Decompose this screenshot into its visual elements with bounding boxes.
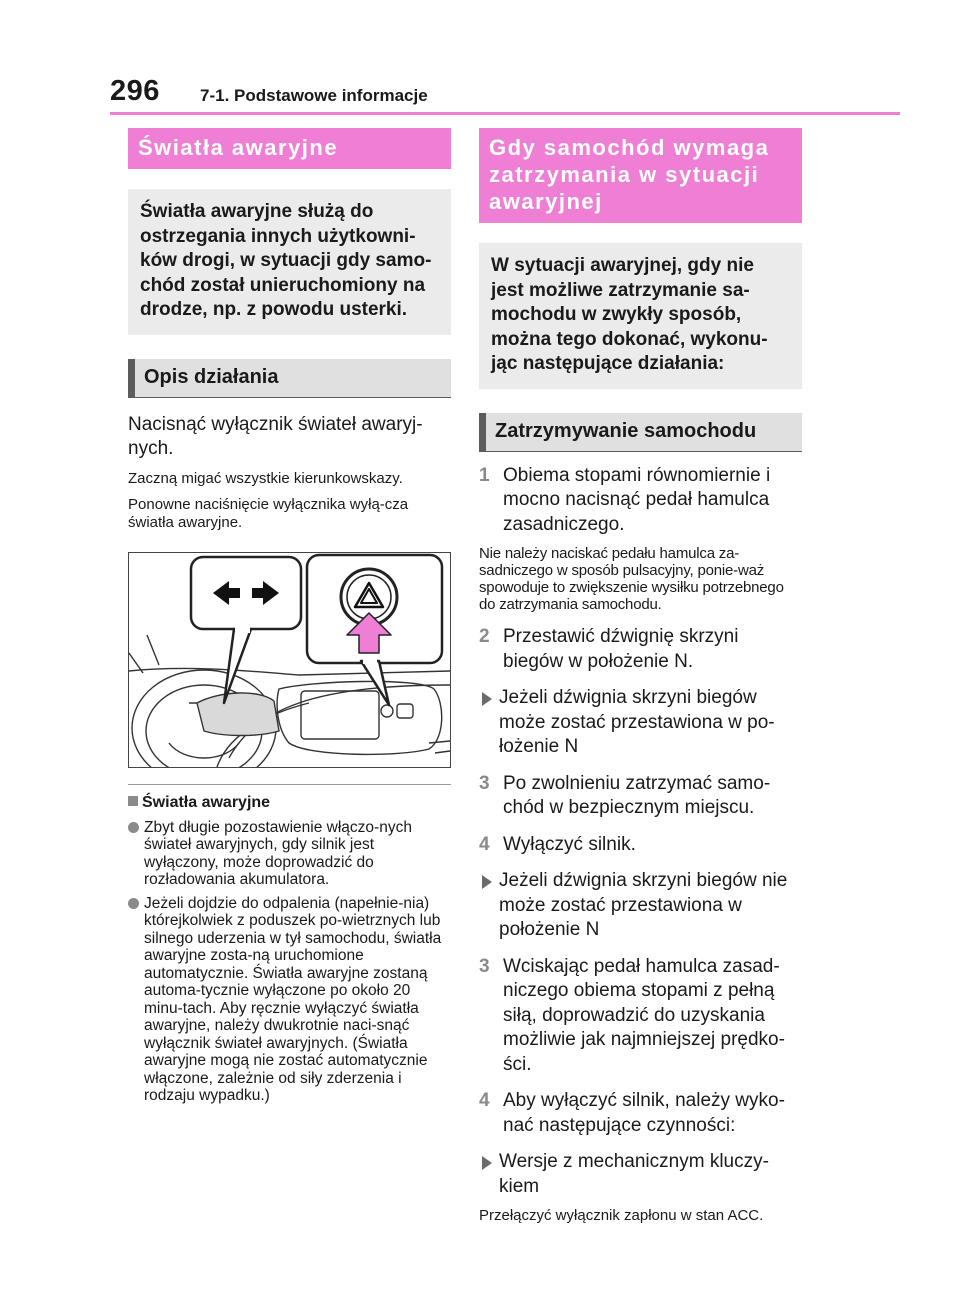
subsection-title-operation: Opis działania — [128, 359, 451, 398]
header-rule — [110, 112, 900, 115]
chapter-title: 7-1. Podstawowe informacje — [200, 86, 428, 105]
figure-divider — [128, 784, 451, 785]
page-header — [0, 0, 960, 120]
subsection-title-stopping: Zatrzymywanie samochodu — [479, 413, 802, 452]
step-1: 1 Obiema stopami równomiernie i mocno nacisnąć pedał hamulca zasadniczego. — [479, 464, 771, 535]
section-title-hazard-lights: Światła awaryjne — [128, 128, 451, 169]
note-bullet-2: Jeżeli dojdzie do odpalenia (napełnie-nia) którejkolwiek z poduszek po-wietrznych lub silnego uderzenia w tył samochodu, światła awaryjne zosta-ną uruchomione automatycznie. Światła awaryjne zostaną automa-tycznie wyłączone po około 20 minu-tach. Aby ręcznie wyłączyć światła awaryjne, należy dwukrotnie naci-snąć wyłącznik świateł awaryjnych. (Światła awaryjne mogą nie zostać automatycznie włączone, zależnie od siły zderzenia i rodzaju wypadku.) — [128, 895, 451, 1105]
step-2: 2 Przestawić dźwignię skrzyni biegów w położenie N. — [479, 626, 739, 672]
operation-note-2: Ponowne naciśnięcie wyłącznika wyłą-cza światła awaryjne. — [128, 495, 409, 531]
section-title-emergency-stop: Gdy samochód wymaga zatrzymania w sytuacji awaryjnej — [479, 128, 802, 223]
round-bullet-icon — [128, 898, 139, 909]
condition-can-shift-to-n: Jeżeli dźwignia skrzyni biegów może zostać przestawiona w po-łożenie N — [479, 686, 802, 760]
dashboard-illustration — [128, 552, 451, 768]
condition-cannot-shift-to-n: Jeżeli dźwignia skrzyni biegów nie może zostać przestawiona w położenie N — [479, 869, 802, 943]
square-bullet-icon — [128, 796, 138, 806]
step-1-note: Nie należy naciskać pedału hamulca za-sadniczego w sposób pulsacyjny, ponie-waż spowoduje to zwiększenie wysiłku potrzebnego do zatrzymania samochodu. — [479, 545, 784, 613]
right-column — [479, 128, 802, 1225]
notes-heading: Światła awaryjne — [128, 793, 451, 813]
step-4a: 4 Wyłączyć silnik. — [479, 833, 636, 855]
triangle-bullet-icon — [482, 875, 492, 889]
left-column — [128, 128, 451, 1105]
mechanical-key-note: Przełączyć wyłącznik zapłonu w stan ACC. — [479, 1207, 764, 1224]
step-3a: 3 Po zwolnieniu zatrzymać samo-chód w bezpiecznym miejscu. — [479, 772, 771, 818]
operation-note-1: Zaczną migać wszystkie kierunkowskazy. — [128, 469, 403, 487]
triangle-bullet-icon — [482, 1156, 492, 1170]
step-4b: 4 Aby wyłączyć silnik, należy wyko-nać następujące czynności: — [479, 1090, 785, 1136]
hazard-intro-box: Światła awaryjne służą do ostrzegania innych użytkowni-ków drogi, w sytuacji gdy samo-chód został unieruchomiony na drodze, np. z powodu usterki. — [128, 189, 451, 335]
round-bullet-icon — [128, 822, 139, 833]
triangle-bullet-icon — [482, 692, 492, 706]
page-number: 296 — [110, 75, 160, 107]
emergency-intro-box: W sytuacji awaryjnej, gdy nie jest możliwe zatrzymanie sa-mochodu w zwykły sposób, można tego dokonać, wykonu-jąc następujące działania: — [479, 243, 802, 389]
note-bullet-1: Zbyt długie pozostawienie włączo-nych świateł awaryjnych, gdy silnik jest wyłączony, może doprowadzić do rozładowania akumulatora. — [128, 819, 451, 889]
condition-mechanical-key: Wersje z mechanicznym kluczy-kiem — [479, 1150, 802, 1199]
step-3b: 3 Wciskając pedał hamulca zasad-niczego obiema stopami z pełną siłą, doprowadzić do uzyskania możliwie jak najmniejszej prędko-ści. — [479, 955, 785, 1075]
dashboard-drawing — [129, 553, 450, 767]
operation-instruction: Nacisnąć wyłącznik świateł awaryj-nych. — [128, 413, 423, 459]
